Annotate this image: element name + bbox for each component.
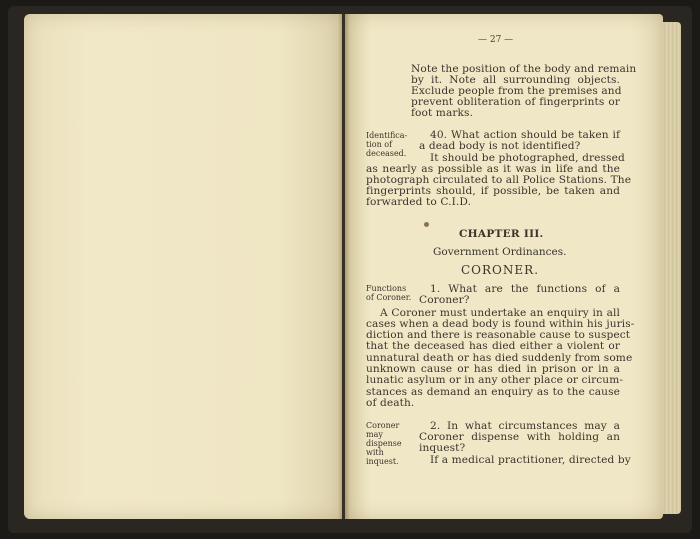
page-edges [663,22,681,514]
chapter-subtitle: Government Ordinances. [433,246,567,258]
answer-line: A Coroner must undertake an enquiry in all [380,307,620,319]
answer-line: unknown cause or has died in prison or in a [366,363,620,375]
answer-line: unnatural death or has died suddenly from some [366,352,633,364]
question-line: inquest? [419,442,466,454]
answer-line: of death. [366,397,415,409]
answer-line: lunatic asylum or in any other place or circum- [366,374,624,386]
margin-note: with [366,448,384,457]
text-line: prevent obliteration of fingerprints or [411,96,620,108]
question-line: 40. What action should be taken if [430,129,620,141]
book-gutter [338,14,350,519]
section-heading: CORONER. [461,263,540,277]
answer-line: fingerprints should, if possible, be taken and [366,185,620,197]
text-line: by it. Note all surrounding objects. [411,74,620,86]
text-line: Note the position of the body and remain [411,63,637,75]
question-line: Coroner dispense with holding an [419,431,620,443]
text-line: Exclude people from the premises and [411,85,622,97]
answer-line: photograph circulated to all Police Stations. The [366,174,632,186]
margin-note: dispense [366,439,402,448]
paper-stain [424,222,429,227]
answer-line: stances as demand an enquiry as to the cause [366,386,620,398]
answer-line: forwarded to C.I.D. [366,196,472,208]
margin-note: of Coroner. [366,293,412,302]
question-line: 2. In what circumstances may a [430,420,620,432]
answer-line: diction and there is reasonable cause to suspect [366,329,631,341]
margin-note: may [366,430,383,439]
margin-note: deceased. [366,149,407,158]
margin-note: inquest. [366,457,399,466]
page-number: — 27 — [478,35,514,45]
margin-note: Identifica- [366,131,408,140]
margin-note: tion of [366,140,393,149]
left-page-blank [24,14,342,519]
question-line: Coroner? [419,294,470,306]
answer-line: cases when a dead body is found within his juris- [366,318,635,330]
answer-line: as nearly as possible as it was in life and the [366,163,620,175]
answer-line: that the deceased has died either a violent or [366,340,620,352]
margin-note: Functions [366,284,407,293]
chapter-title: CHAPTER III. [459,228,544,240]
answer-line: If a medical practitioner, directed by [430,454,631,466]
margin-note: Coroner [366,421,400,430]
question-line: 1. What are the functions of a [430,283,620,295]
answer-line: It should be photographed, dressed [430,152,625,164]
question-line: a dead body is not identified? [419,140,581,152]
text-line: foot marks. [411,107,474,119]
